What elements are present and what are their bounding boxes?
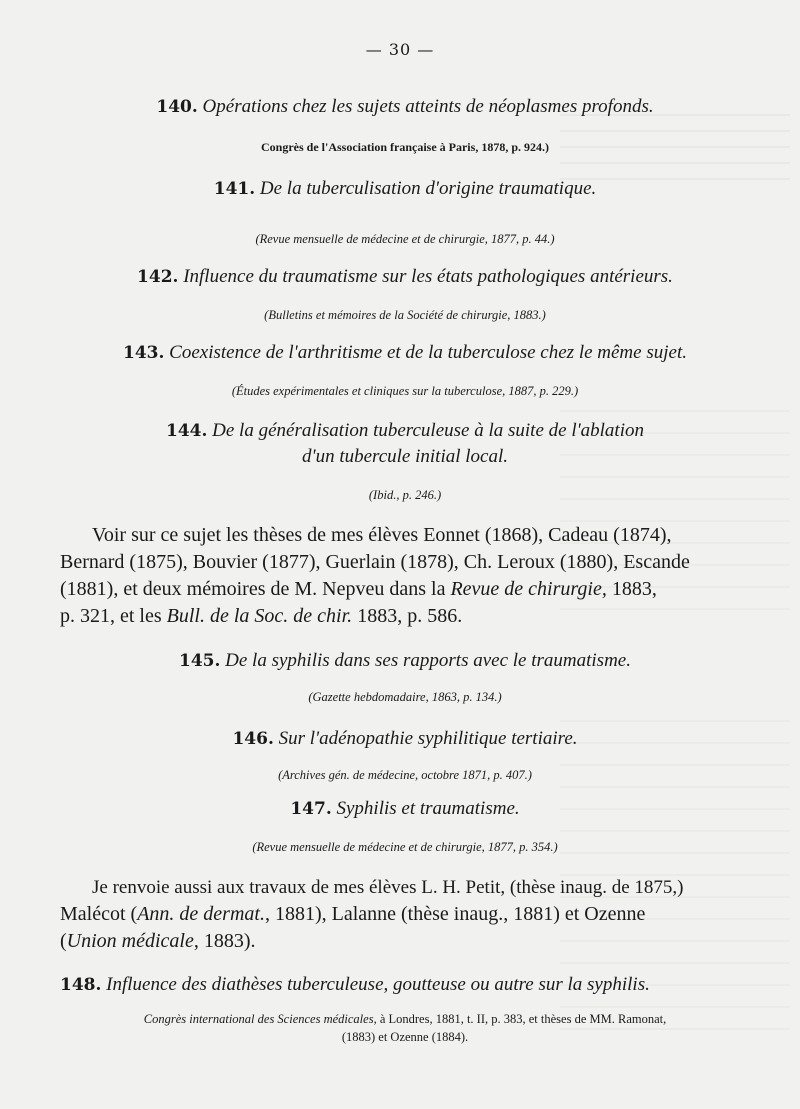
entry-147-citation [60,836,750,855]
journal-title: Bull. de la Soc. de chir. [166,605,353,627]
entry-148 [60,974,750,996]
entry-title [60,650,750,672]
entry-142-citation [60,304,750,323]
paragraph-line: Voir sur ce sujet les thèses de mes élèves Eonnet (1868), Cadeau (1874), [92,524,672,546]
entry-title [60,798,750,820]
entry-title [60,266,750,288]
entry-number: 147. [290,799,332,819]
citation-line: (1883) et Ozenne (1884). [341,1030,469,1044]
entry-148-citation [60,1010,750,1046]
text: , 1883). [193,930,256,952]
entry-number: 146. [232,729,274,749]
text: (1881), et deux mémoires de M. Nepveu dans la [60,578,451,600]
entry-title-text: Influence des diathèses tuberculeuse, goutteuse ou autre sur la syphilis. [106,974,650,995]
paragraph-theses [60,522,748,630]
paragraph-line: Bernard (1875), Bouvier (1877), Guerlain (1878), Ch. Leroux (1880), Escande [60,551,690,573]
entry-number: 145. [179,651,221,671]
entry-142 [60,266,750,288]
text: 1883, [606,578,657,600]
paragraph-line [60,901,748,928]
entry-143 [60,342,750,364]
entry-title-text: Sur l'adénopathie syphilitique tertiaire. [278,728,578,749]
citation: Congrès de l'Association française à Paris, 1878, p. 924.) [261,140,549,154]
entry-title-text: De la tuberculisation d'origine traumatique. [259,178,597,199]
entry-title [60,728,750,750]
entry-title [60,342,750,364]
paragraph-line: Je renvoie aussi aux travaux de mes élèves L. H. Petit, (thèse inaug. de 1875,) [92,877,684,898]
text: à Londres, 1881, t. II, p. 383, et thèses de MM. Ramonat, [376,1012,667,1026]
entry-145 [60,650,750,672]
entry-145-citation [60,686,750,705]
entry-title-text: Influence du traumatisme sur les états pathologiques antérieurs. [183,266,673,287]
entry-number: 148. [60,975,102,995]
page-number: — 30 — [365,40,435,59]
paragraph-line [60,928,748,955]
text: , 1881), Lalanne (thèse inaug., 1881) et Ozenne [264,903,646,925]
citation: (Bulletins et mémoires de la Société de chirurgie, 1883.) [264,308,546,322]
text: ( [60,930,67,952]
entry-146 [60,728,750,750]
entry-title-text: Syphilis et traumatisme. [336,798,520,819]
citation: (Revue mensuelle de médecine et de chirurgie, 1877, p. 354.) [252,840,558,854]
citation: (Archives gén. de médecine, octobre 1871, p. 407.) [278,768,532,782]
text: p. 321, et les [60,605,167,627]
paragraph-travaux [60,874,748,955]
entry-number: 142. [137,267,179,287]
entry-number: 143. [123,343,165,363]
text: 1883, p. 586. [352,605,463,627]
citation: (Gazette hebdomadaire, 1863, p. 134.) [308,690,502,704]
entry-title-text: Opérations chez les sujets atteints de néoplasmes profonds. [202,96,654,117]
entry-number: 144. [165,421,208,441]
text: Malécot ( [60,903,138,925]
entry-title [60,420,750,442]
citation: (Études expérimentales et cliniques sur la tuberculose, 1887, p. 229.) [231,384,579,398]
entry-title [60,96,750,118]
journal-title: Ann. de dermat. [137,903,265,925]
citation: (Revue mensuelle de médecine et de chirurgie, 1877, p. 44.) [255,232,555,246]
entry-title-text: De la généralisation tuberculeuse à la suite de l'ablation [212,420,644,441]
journal-title: Revue de chirurgie, [450,578,607,600]
entry-title-text: De la syphilis dans ses rapports avec le traumatisme. [225,650,631,671]
entry-141 [60,178,750,200]
entry-144 [60,420,750,468]
paragraph-line [60,576,748,603]
paragraph-line [60,603,748,630]
entry-144-citation [60,484,750,503]
entry-143-citation [60,380,750,399]
entry-title-text: Coexistence de l'arthritisme et de la tuberculose chez le même sujet. [169,342,687,363]
entry-147 [60,798,750,820]
entry-number: 140. [156,97,198,117]
entry-title-line2: d'un tubercule initial local. [302,446,508,467]
entry-title [60,178,750,200]
journal-title: Union médicale [66,930,194,952]
entry-number: 141. [213,179,256,199]
entry-146-citation [60,764,750,783]
entry-141-citation [60,228,750,247]
citation: (Ibid., p. 246.) [368,488,442,502]
citation-line [60,1010,750,1028]
entry-140 [60,96,750,118]
entry-140-citation [60,136,750,155]
congress-name: Congrès international des Sciences médicales, [143,1012,377,1026]
